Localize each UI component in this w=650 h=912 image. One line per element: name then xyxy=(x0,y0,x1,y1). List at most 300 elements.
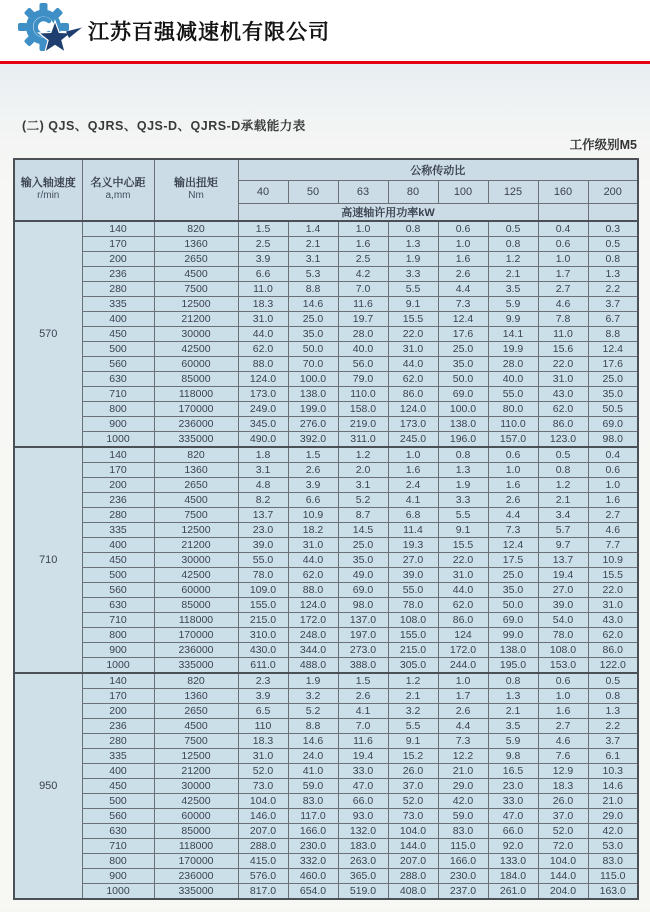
power-value-cell: 8.8 xyxy=(588,326,638,341)
table-row xyxy=(14,853,638,868)
power-value-cell: 0.6 xyxy=(538,236,588,251)
power-value-cell: 2.7 xyxy=(538,281,588,296)
power-value-cell: 0.6 xyxy=(588,462,638,477)
power-value-cell: 54.0 xyxy=(538,612,588,627)
center-distance-cell: 450 xyxy=(82,326,154,341)
power-value-cell: 2.3 xyxy=(238,673,288,689)
center-distance-cell: 710 xyxy=(82,612,154,627)
power-value-cell: 18.3 xyxy=(238,296,288,311)
power-value-cell: 24.0 xyxy=(288,748,338,763)
power-value-cell: 163.0 xyxy=(588,883,638,899)
power-value-cell: 69.0 xyxy=(488,612,538,627)
power-value-cell: 7.3 xyxy=(438,733,488,748)
power-value-cell: 488.0 xyxy=(288,657,338,673)
center-distance-cell: 1000 xyxy=(82,431,154,447)
power-value-cell: 195.0 xyxy=(488,657,538,673)
power-value-cell: 4.6 xyxy=(538,733,588,748)
power-value-cell: 14.6 xyxy=(288,296,338,311)
power-value-cell: 78.0 xyxy=(238,567,288,582)
power-value-cell: 153.0 xyxy=(538,657,588,673)
center-distance-cell: 335 xyxy=(82,748,154,763)
power-value-cell: 365.0 xyxy=(338,868,388,883)
power-value-cell: 7.3 xyxy=(438,296,488,311)
power-value-cell: 2.1 xyxy=(488,266,538,281)
power-value-cell: 108.0 xyxy=(388,612,438,627)
table-row xyxy=(14,266,638,281)
power-value-cell: 137.0 xyxy=(338,612,388,627)
power-value-cell: 2.7 xyxy=(588,507,638,522)
power-value-cell: 55.0 xyxy=(388,582,438,597)
center-distance-cell: 710 xyxy=(82,386,154,401)
power-value-cell: 183.0 xyxy=(338,838,388,853)
power-value-cell: 1.6 xyxy=(388,462,438,477)
power-value-cell: 0.8 xyxy=(488,236,538,251)
power-value-cell: 1.2 xyxy=(338,447,388,463)
center-distance-cell: 140 xyxy=(82,673,154,689)
col-header-center-distance: 名义中心距 a,mm xyxy=(82,159,154,221)
table-row xyxy=(14,883,638,899)
power-value-cell: 35.0 xyxy=(588,386,638,401)
power-value-cell: 110 xyxy=(238,718,288,733)
power-value-cell: 21.0 xyxy=(588,793,638,808)
power-value-cell: 28.0 xyxy=(488,356,538,371)
center-distance-cell: 1000 xyxy=(82,883,154,899)
power-value-cell: 19.4 xyxy=(338,748,388,763)
table-row xyxy=(14,236,638,251)
power-value-cell: 207.0 xyxy=(388,853,438,868)
power-value-cell: 215.0 xyxy=(388,642,438,657)
power-value-cell: 100.0 xyxy=(288,371,338,386)
power-value-cell: 23.0 xyxy=(488,778,538,793)
power-value-cell: 7.6 xyxy=(538,748,588,763)
center-distance-cell: 560 xyxy=(82,582,154,597)
power-value-cell: 2.7 xyxy=(538,718,588,733)
power-value-cell: 215.0 xyxy=(238,612,288,627)
output-torque-cell: 85000 xyxy=(154,371,238,386)
power-value-cell: 83.0 xyxy=(438,823,488,838)
power-value-cell: 408.0 xyxy=(388,883,438,899)
power-value-cell: 14.6 xyxy=(588,778,638,793)
output-torque-cell: 335000 xyxy=(154,883,238,899)
table-row xyxy=(14,371,638,386)
power-value-cell: 5.9 xyxy=(488,733,538,748)
power-value-cell: 261.0 xyxy=(488,883,538,899)
power-value-cell: 19.9 xyxy=(488,341,538,356)
power-value-cell: 69.0 xyxy=(588,416,638,431)
power-value-cell: 138.0 xyxy=(488,642,538,657)
power-value-cell: 1.0 xyxy=(388,447,438,463)
power-value-cell: 2.6 xyxy=(338,688,388,703)
power-value-cell: 122.0 xyxy=(588,657,638,673)
power-value-cell: 8.8 xyxy=(288,718,338,733)
center-distance-cell: 800 xyxy=(82,853,154,868)
load-capacity-table xyxy=(13,158,639,900)
power-value-cell: 50.0 xyxy=(488,597,538,612)
table-row xyxy=(14,356,638,371)
power-value-cell: 155.0 xyxy=(238,597,288,612)
output-torque-cell: 4500 xyxy=(154,492,238,507)
power-value-cell: 17.5 xyxy=(488,552,538,567)
power-value-cell: 5.3 xyxy=(288,266,338,281)
table-row xyxy=(14,477,638,492)
power-value-cell: 4.4 xyxy=(488,507,538,522)
power-value-cell: 33.0 xyxy=(338,763,388,778)
power-value-cell: 166.0 xyxy=(288,823,338,838)
catalog-page xyxy=(0,64,650,909)
table-row xyxy=(14,552,638,567)
power-value-cell: 196.0 xyxy=(438,431,488,447)
center-distance-cell: 560 xyxy=(82,356,154,371)
output-torque-cell: 1360 xyxy=(154,462,238,477)
center-distance-cell: 170 xyxy=(82,236,154,251)
power-value-cell: 392.0 xyxy=(288,431,338,447)
power-value-cell: 88.0 xyxy=(238,356,288,371)
power-value-cell: 17.6 xyxy=(588,356,638,371)
power-value-cell: 69.0 xyxy=(338,582,388,597)
power-value-cell: 13.7 xyxy=(538,552,588,567)
power-value-cell: 18.3 xyxy=(238,733,288,748)
power-value-cell: 15.6 xyxy=(538,341,588,356)
power-value-cell: 37.0 xyxy=(538,808,588,823)
power-value-cell: 7.0 xyxy=(338,718,388,733)
power-value-cell: 11.6 xyxy=(338,296,388,311)
power-value-cell: 124.0 xyxy=(388,401,438,416)
power-value-cell: 8.2 xyxy=(238,492,288,507)
power-value-cell: 104.0 xyxy=(538,853,588,868)
power-value-cell: 5.5 xyxy=(438,507,488,522)
power-value-cell: 15.5 xyxy=(438,537,488,552)
power-value-cell: 35.0 xyxy=(488,582,538,597)
power-value-cell: 7.7 xyxy=(588,537,638,552)
power-value-cell: 31.0 xyxy=(588,597,638,612)
power-value-cell: 78.0 xyxy=(388,597,438,612)
power-value-cell: 115.0 xyxy=(588,868,638,883)
output-torque-cell: 4500 xyxy=(154,718,238,733)
col-header-output-torque: 输出扭矩 Nm xyxy=(154,159,238,221)
center-distance-cell: 500 xyxy=(82,567,154,582)
output-torque-cell: 42500 xyxy=(154,341,238,356)
power-value-cell: 219.0 xyxy=(338,416,388,431)
power-value-cell: 25.0 xyxy=(288,311,338,326)
center-distance-cell: 900 xyxy=(82,868,154,883)
power-value-cell: 27.0 xyxy=(388,552,438,567)
power-value-cell: 4.4 xyxy=(438,718,488,733)
power-value-cell: 55.0 xyxy=(488,386,538,401)
power-value-cell: 1.5 xyxy=(288,447,338,463)
power-value-cell: 4.6 xyxy=(538,296,588,311)
power-value-cell: 62.0 xyxy=(538,401,588,416)
ratio-col-160: 160 xyxy=(538,180,588,203)
table-row xyxy=(14,778,638,793)
center-distance-cell: 280 xyxy=(82,507,154,522)
center-distance-cell: 236 xyxy=(82,266,154,281)
center-distance-cell: 800 xyxy=(82,627,154,642)
power-value-cell: 10.3 xyxy=(588,763,638,778)
power-value-cell: 6.6 xyxy=(238,266,288,281)
power-value-cell: 172.0 xyxy=(438,642,488,657)
power-value-cell: 1.0 xyxy=(338,221,388,237)
power-value-cell: 310.0 xyxy=(238,627,288,642)
output-torque-cell: 335000 xyxy=(154,657,238,673)
table-row xyxy=(14,718,638,733)
center-distance-cell: 335 xyxy=(82,296,154,311)
power-value-cell: 19.7 xyxy=(338,311,388,326)
output-torque-cell: 236000 xyxy=(154,642,238,657)
col-header-allowable-power: 高速轴许用功率kW xyxy=(238,203,538,221)
center-distance-cell: 560 xyxy=(82,808,154,823)
power-value-cell: 9.1 xyxy=(388,733,438,748)
power-value-cell: 28.0 xyxy=(338,326,388,341)
center-distance-cell: 450 xyxy=(82,778,154,793)
power-value-cell: 10.9 xyxy=(288,507,338,522)
power-value-cell: 124.0 xyxy=(288,597,338,612)
table-row xyxy=(14,688,638,703)
table-row xyxy=(14,281,638,296)
table-row xyxy=(14,627,638,642)
power-value-cell: 0.8 xyxy=(588,251,638,266)
power-value-cell: 42.0 xyxy=(588,823,638,838)
power-value-cell: 654.0 xyxy=(288,883,338,899)
company-logo-gear-star-icon xyxy=(12,1,86,61)
top-banner xyxy=(0,0,650,64)
output-torque-cell: 118000 xyxy=(154,612,238,627)
power-value-cell: 52.0 xyxy=(238,763,288,778)
table-row xyxy=(14,642,638,657)
power-value-cell: 0.5 xyxy=(488,221,538,237)
power-value-cell: 1.3 xyxy=(388,236,438,251)
power-value-cell: 1.3 xyxy=(588,703,638,718)
power-value-cell: 8.8 xyxy=(288,281,338,296)
ratio-col-50: 50 xyxy=(288,180,338,203)
power-value-cell: 1.0 xyxy=(488,462,538,477)
center-distance-cell: 450 xyxy=(82,552,154,567)
power-value-cell: 22.0 xyxy=(588,582,638,597)
table-row xyxy=(14,296,638,311)
power-value-cell: 0.4 xyxy=(588,447,638,463)
ratio-col-100: 100 xyxy=(438,180,488,203)
power-value-cell: 2.5 xyxy=(338,251,388,266)
power-value-cell: 1.2 xyxy=(488,251,538,266)
power-value-cell: 817.0 xyxy=(238,883,288,899)
power-value-cell: 248.0 xyxy=(288,627,338,642)
power-value-cell: 207.0 xyxy=(238,823,288,838)
table-row xyxy=(14,326,638,341)
center-distance-cell: 335 xyxy=(82,522,154,537)
input-speed-cell: 950 xyxy=(14,673,82,899)
table-row xyxy=(14,341,638,356)
power-value-cell: 172.0 xyxy=(288,612,338,627)
power-value-cell: 14.5 xyxy=(338,522,388,537)
power-value-cell: 0.8 xyxy=(488,673,538,689)
table-row xyxy=(14,251,638,266)
center-distance-cell: 236 xyxy=(82,492,154,507)
table-row xyxy=(14,703,638,718)
power-value-cell: 73.0 xyxy=(238,778,288,793)
power-value-cell: 31.0 xyxy=(238,311,288,326)
power-value-cell: 11.6 xyxy=(338,733,388,748)
power-value-cell: 0.4 xyxy=(538,221,588,237)
table-row xyxy=(14,462,638,477)
power-value-cell: 199.0 xyxy=(288,401,338,416)
table-title: (二) QJS、QJRS、QJS-D、QJRS-D承载能力表 xyxy=(22,119,306,133)
output-torque-cell: 12500 xyxy=(154,748,238,763)
power-value-cell: 44.0 xyxy=(288,552,338,567)
power-value-cell: 2.6 xyxy=(288,462,338,477)
power-value-cell: 56.0 xyxy=(338,356,388,371)
power-value-cell: 12.4 xyxy=(438,311,488,326)
power-value-cell: 109.0 xyxy=(238,582,288,597)
power-value-cell: 230.0 xyxy=(288,838,338,853)
power-value-cell: 332.0 xyxy=(288,853,338,868)
power-value-cell: 110.0 xyxy=(488,416,538,431)
table-row xyxy=(14,311,638,326)
power-value-cell: 55.0 xyxy=(238,552,288,567)
power-value-cell: 40.0 xyxy=(338,341,388,356)
power-value-cell: 5.5 xyxy=(388,281,438,296)
output-torque-cell: 21200 xyxy=(154,311,238,326)
power-value-cell: 53.0 xyxy=(588,838,638,853)
table-row xyxy=(14,221,638,237)
power-value-cell: 52.0 xyxy=(538,823,588,838)
power-value-cell: 5.5 xyxy=(388,718,438,733)
power-value-cell: 1.8 xyxy=(238,447,288,463)
power-value-cell: 104.0 xyxy=(238,793,288,808)
power-value-cell: 33.0 xyxy=(488,793,538,808)
power-value-cell: 3.2 xyxy=(388,703,438,718)
table-row xyxy=(14,808,638,823)
power-value-cell: 6.5 xyxy=(238,703,288,718)
output-torque-cell: 21200 xyxy=(154,537,238,552)
power-value-cell: 1.9 xyxy=(388,251,438,266)
power-value-cell: 1.3 xyxy=(488,688,538,703)
power-value-cell: 40.0 xyxy=(488,371,538,386)
power-value-cell: 3.3 xyxy=(388,266,438,281)
power-value-cell: 1.9 xyxy=(288,673,338,689)
power-value-cell: 18.2 xyxy=(288,522,338,537)
output-torque-cell: 4500 xyxy=(154,266,238,281)
power-value-cell: 14.1 xyxy=(488,326,538,341)
power-value-cell: 62.0 xyxy=(588,627,638,642)
power-value-cell: 158.0 xyxy=(338,401,388,416)
power-value-cell: 31.0 xyxy=(538,371,588,386)
power-value-cell: 9.9 xyxy=(488,311,538,326)
power-value-cell: 10.9 xyxy=(588,552,638,567)
power-value-cell: 31.0 xyxy=(288,537,338,552)
power-value-cell: 39.0 xyxy=(388,567,438,582)
power-value-cell: 2.6 xyxy=(488,492,538,507)
table-row xyxy=(14,431,638,447)
output-torque-cell: 60000 xyxy=(154,808,238,823)
table-row xyxy=(14,567,638,582)
power-value-cell: 15.2 xyxy=(388,748,438,763)
power-value-cell: 9.7 xyxy=(538,537,588,552)
power-value-cell: 9.1 xyxy=(388,296,438,311)
power-value-cell: 6.1 xyxy=(588,748,638,763)
center-distance-cell: 200 xyxy=(82,703,154,718)
power-value-cell: 26.0 xyxy=(388,763,438,778)
power-value-cell: 3.9 xyxy=(288,477,338,492)
power-value-cell: 4.2 xyxy=(338,266,388,281)
power-value-cell: 4.1 xyxy=(388,492,438,507)
table-row xyxy=(14,748,638,763)
power-value-cell: 44.0 xyxy=(438,582,488,597)
center-distance-cell: 630 xyxy=(82,597,154,612)
power-value-cell: 3.7 xyxy=(588,296,638,311)
power-value-cell: 244.0 xyxy=(438,657,488,673)
power-value-cell: 1.0 xyxy=(588,477,638,492)
center-distance-cell: 500 xyxy=(82,341,154,356)
output-torque-cell: 335000 xyxy=(154,431,238,447)
power-value-cell: 197.0 xyxy=(338,627,388,642)
power-value-cell: 11.0 xyxy=(538,326,588,341)
power-value-cell: 12.4 xyxy=(488,537,538,552)
power-value-cell: 86.0 xyxy=(538,416,588,431)
power-value-cell: 35.0 xyxy=(338,552,388,567)
power-value-cell: 2.1 xyxy=(538,492,588,507)
power-value-cell: 138.0 xyxy=(438,416,488,431)
power-value-cell: 100.0 xyxy=(438,401,488,416)
output-torque-cell: 118000 xyxy=(154,386,238,401)
output-torque-cell: 2650 xyxy=(154,477,238,492)
power-value-cell: 47.0 xyxy=(488,808,538,823)
power-value-cell: 173.0 xyxy=(388,416,438,431)
table-row xyxy=(14,763,638,778)
table-row xyxy=(14,673,638,689)
power-value-cell: 44.0 xyxy=(388,356,438,371)
output-torque-cell: 1360 xyxy=(154,688,238,703)
power-value-cell: 138.0 xyxy=(288,386,338,401)
power-value-cell: 62.0 xyxy=(288,567,338,582)
center-distance-cell: 140 xyxy=(82,221,154,237)
power-value-cell: 1.2 xyxy=(538,477,588,492)
power-value-cell: 31.0 xyxy=(438,567,488,582)
power-value-cell: 80.0 xyxy=(488,401,538,416)
power-value-cell: 144.0 xyxy=(388,838,438,853)
output-torque-cell: 820 xyxy=(154,447,238,463)
center-distance-cell: 800 xyxy=(82,401,154,416)
power-value-cell: 23.0 xyxy=(238,522,288,537)
table-row xyxy=(14,416,638,431)
power-value-cell: 1.9 xyxy=(438,477,488,492)
power-value-cell: 13.7 xyxy=(238,507,288,522)
power-value-cell: 27.0 xyxy=(538,582,588,597)
power-value-cell: 7.8 xyxy=(538,311,588,326)
output-torque-cell: 42500 xyxy=(154,567,238,582)
table-row xyxy=(14,507,638,522)
power-value-cell: 1.3 xyxy=(438,462,488,477)
table-row xyxy=(14,823,638,838)
power-value-cell: 7.3 xyxy=(488,522,538,537)
table-row xyxy=(14,597,638,612)
power-value-cell: 0.6 xyxy=(538,673,588,689)
power-value-cell: 230.0 xyxy=(438,868,488,883)
power-value-cell: 157.0 xyxy=(488,431,538,447)
power-value-cell: 345.0 xyxy=(238,416,288,431)
power-value-cell: 1.0 xyxy=(538,688,588,703)
power-value-cell: 3.1 xyxy=(238,462,288,477)
power-value-cell: 1.4 xyxy=(288,221,338,237)
output-torque-cell: 820 xyxy=(154,673,238,689)
power-value-cell: 73.0 xyxy=(388,808,438,823)
power-value-cell: 16.5 xyxy=(488,763,538,778)
power-value-cell: 2.2 xyxy=(588,281,638,296)
power-value-cell: 184.0 xyxy=(488,868,538,883)
ratio-col-80: 80 xyxy=(388,180,438,203)
power-value-cell: 2.4 xyxy=(388,477,438,492)
power-value-cell: 2.1 xyxy=(288,236,338,251)
power-value-cell: 204.0 xyxy=(538,883,588,899)
power-value-cell: 115.0 xyxy=(438,838,488,853)
